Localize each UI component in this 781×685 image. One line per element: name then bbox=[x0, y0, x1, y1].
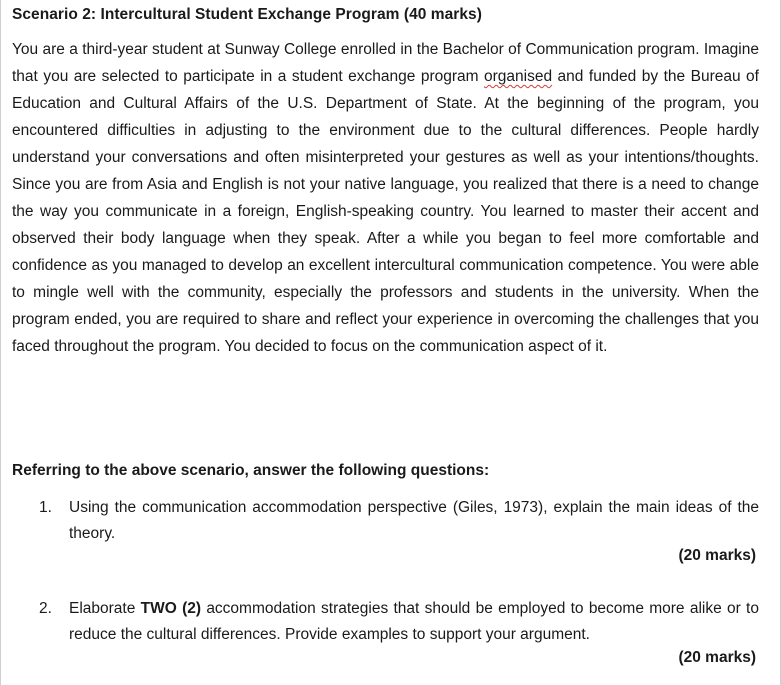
scenario-paragraph bbox=[12, 36, 759, 360]
instruction-text: Referring to the above scenario, answer the following questions: bbox=[12, 462, 490, 479]
question-item bbox=[39, 495, 759, 546]
question-text-part-1: Elaborate bbox=[69, 600, 141, 617]
scenario-text-part-2: and funded by the Bureau of Education and Cultural Affairs of the U.S. Department of State. At the beginning of the program, you encountered difficulties in adjusting to the environment due to the cultural differences. People hardly understand your conversations and often misinterpreted your gestures as well as your intentions/thoughts. Since you are from Asia and English is not your native language, you realized that there is a need to change the way you communicate in a foreign, English-speaking country. You learned to master their accent and observed their body language when they speak. After a while you began to feel more comfortable and confidence as you managed to develop an excellent intercultural communication competence. You were able to mingle well with the community, especially the professors and students in the university. When the program ended, you are required to share and reflect your experience in overcoming the challenges that you faced throughout the program. You decided to focus on the communication aspect of it. bbox=[12, 68, 759, 355]
question-bold-emphasis: TWO (2) bbox=[140, 600, 202, 617]
question-text bbox=[69, 596, 759, 647]
scenario-text-part-1: You are a third-year student at Sunway College enrolled in the Bachelor of Communication program. Imagine that you are selected to participate in a student exchange program bbox=[12, 41, 759, 85]
scenario-heading: Scenario 2: Intercultural Student Exchange Program (40 marks) bbox=[12, 6, 482, 23]
question-number: 1. bbox=[39, 499, 52, 516]
question-number: 2. bbox=[39, 600, 52, 617]
question-text: Using the communication accommodation perspective (Giles, 1973), explain the main ideas of the theory. bbox=[69, 499, 759, 542]
marks-label: (20 marks) bbox=[678, 649, 756, 666]
question-text-part-2: accommodation strategies that should be employed to become more alike or to reduce the cultural differences. Provide examples to support your argument. bbox=[69, 600, 759, 643]
spellcheck-flagged-word[interactable]: organised bbox=[484, 68, 553, 85]
question-item bbox=[39, 596, 759, 647]
marks-label: (20 marks) bbox=[678, 547, 756, 564]
